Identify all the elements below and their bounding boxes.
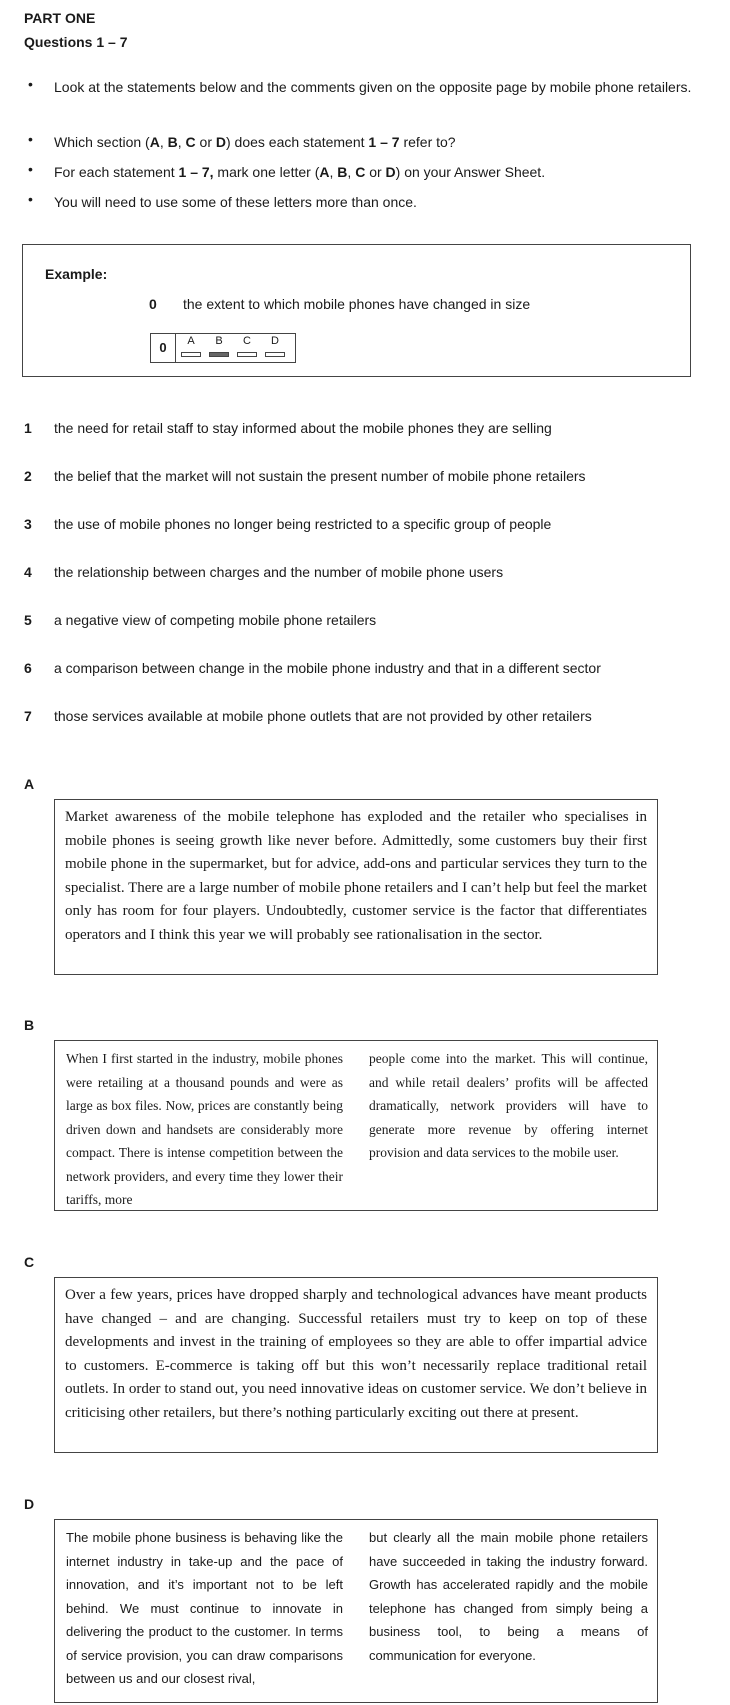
- statement-text: the relationship between charges and the number of mobile phone users: [54, 564, 504, 580]
- instruction-3: For each statement 1 – 7, mark one letter (A, B, C or D) on your Answer Sheet.: [54, 164, 546, 180]
- section-letter-d: D: [24, 1496, 35, 1512]
- statement-number: 3: [24, 516, 32, 532]
- answer-option-label: D: [271, 335, 279, 347]
- statement-text: the belief that the market will not sustain the present number of mobile phone retailers: [54, 468, 586, 484]
- section-letter-c: C: [24, 1254, 35, 1270]
- statement-text: the need for retail staff to stay informed about the mobile phones they are selling: [54, 420, 552, 436]
- answer-option-box-a[interactable]: [181, 352, 201, 357]
- statement-number: 4: [24, 564, 32, 580]
- section-b-text-right: people come into the market. This will continue, and while retail dealers’ profits will be affected dramatically, network providers will have to generate more revenue by offering internet provision and data services to the mobile user.: [369, 1051, 648, 1160]
- statement-text: a comparison between change in the mobile phone industry and that in a different sector: [54, 660, 601, 676]
- statement-number: 6: [24, 660, 32, 676]
- example-label: Example:: [45, 266, 108, 282]
- answer-option-box-d[interactable]: [265, 352, 285, 357]
- answer-option-label: C: [243, 335, 251, 347]
- answer-option-label: B: [215, 335, 223, 347]
- section-d-box: [54, 1519, 658, 1703]
- instruction-2: Which section (A, B, C or D) does each statement 1 – 7 refer to?: [54, 134, 456, 150]
- example-number: 0: [149, 296, 157, 312]
- part-title: PART ONE: [24, 10, 96, 26]
- example-answer-grid: [150, 333, 296, 363]
- statement-text: a negative view of competing mobile phone retailers: [54, 612, 377, 628]
- answer-option-box-b[interactable]: [209, 352, 229, 357]
- statement-number: 5: [24, 612, 32, 628]
- section-a-box: [54, 799, 658, 975]
- bullet-icon: •: [28, 191, 33, 207]
- section-b-text-left: When I first started in the industry, mobile phones were retailing at a thousand pounds and were as large as box files. Now, prices are constantly being driven down and handsets are considerably more compact. There is intense competition between the network providers, and every time they lower their tariffs, more: [66, 1051, 343, 1207]
- example-statement: the extent to which mobile phones have changed in size: [183, 296, 531, 312]
- answer-grid-number: 0: [151, 334, 176, 362]
- instruction-4: You will need to use some of these letters more than once.: [54, 194, 417, 210]
- section-a-text: Market awareness of the mobile telephone has exploded and the retailer who specialises in mobile phones is seeing growth like never before. Admittedly, some customers buy their first mobile phone in the supermarket, but for advice, add-ons and particular services they turn to the specialist. There are a large number of mobile phone retailers and I can’t help but feel the market only has room for four players. Undoubtedly, customer service is the factor that differentiates operators and I think this year we will probably see rationalisation in the sector.: [65, 809, 647, 943]
- instruction-1: Look at the statements below and the comments given on the opposite page by mobile phone retailers.: [54, 79, 692, 95]
- section-d-text-left: The mobile phone business is behaving like the internet industry in take-up and the pace of innovation, and it’s important not to be left behind. We must continue to innovate in delivering the product to the customer. In terms of service provision, you can draw comparisons between us and our closest rival,: [66, 1530, 343, 1686]
- statement-text: those services available at mobile phone outlets that are not provided by other retailers: [54, 708, 592, 724]
- bullet-icon: •: [28, 76, 33, 92]
- answer-option-box-c[interactable]: [237, 352, 257, 357]
- bullet-icon: •: [28, 161, 33, 177]
- bullet-icon: •: [28, 131, 33, 147]
- section-letter-a: A: [24, 776, 35, 792]
- section-c-text: Over a few years, prices have dropped sharply and technological advances have meant products have changed – and are changing. Successful retailers must try to keep on top of these developments and invest in the training of employees so they are able to offer impartial advice to customers. E-commerce is taking off but this won’t necessarily replace traditional retail outlets. In order to stand out, you need innovative ideas on customer service. We don’t believe in criticising other retailers, but there’s nothing particularly exciting out there at present.: [65, 1287, 647, 1421]
- section-letter-b: B: [24, 1017, 35, 1033]
- statement-number: 7: [24, 708, 32, 724]
- statement-text: the use of mobile phones no longer being restricted to a specific group of people: [54, 516, 552, 532]
- section-b-box: [54, 1040, 658, 1211]
- section-d-text-right: but clearly all the main mobile phone retailers have succeeded in taking the industry forward. Growth has accelerated rapidly and the mobile telephone has changed from simply being a business tool, to being a means of communication for everyone.: [369, 1530, 648, 1663]
- statement-number: 2: [24, 468, 32, 484]
- statement-number: 1: [24, 420, 32, 436]
- questions-range: Questions 1 – 7: [24, 34, 128, 50]
- answer-option-label: A: [187, 335, 195, 347]
- section-c-box: [54, 1277, 658, 1453]
